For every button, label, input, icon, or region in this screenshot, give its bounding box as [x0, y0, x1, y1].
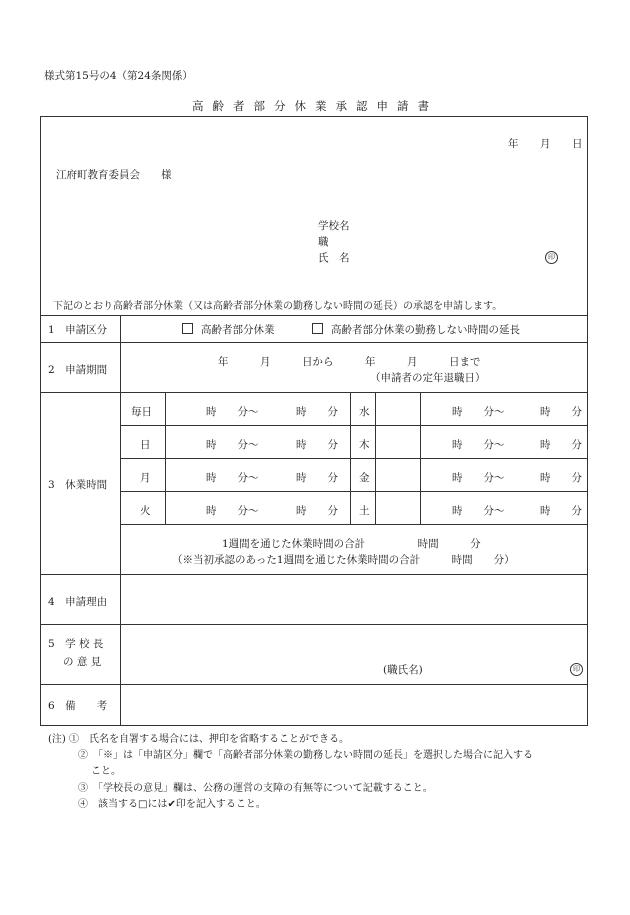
- application-period-range: 年 月 日から 年 月 日まで: [218, 356, 481, 368]
- schedule-monday-to: 時 分: [296, 472, 338, 484]
- position-label: 職: [318, 236, 329, 248]
- category-option-time-extension-text: 高齢者部分休業の勤務しない時間の延長: [331, 324, 520, 336]
- schedule-saturday-from: 時 分〜: [452, 505, 505, 517]
- principal-seal-mark: 印: [570, 662, 583, 676]
- schedule-tuesday-to: 時 分: [296, 505, 338, 517]
- schedule-day-friday: 金: [359, 472, 370, 484]
- category-option-partial-leave-text: 高齢者部分休業: [201, 324, 275, 336]
- principal-signature-label: (職氏名): [383, 664, 423, 676]
- schedule-wednesday-from: 時 分〜: [452, 406, 505, 418]
- application-intro: 下記のとおり高齢者部分休業（又は高齢者部分休業の勤務しない時間の延長）の承認を申請します。: [53, 301, 503, 312]
- schedule-sunday-from: 時 分〜: [206, 439, 259, 451]
- applicant-seal-mark: 印: [545, 250, 558, 264]
- note-1: (注) ① 氏名を自署する場合には、押印を省略することができる。: [48, 734, 349, 745]
- weekly-total-original-note: （※当初承認のあった1週間を通じた休業時間の合計 時間 分）: [172, 554, 515, 566]
- principal-opinion-label-line1: 5 学 校 長: [48, 638, 104, 650]
- category-option-time-extension[interactable]: [312, 322, 520, 337]
- remarks-label: 6 備 考: [48, 700, 108, 712]
- note-2: ② 「※」は「申請区分」欄で「高齢者部分休業の勤務しない時間の延長」を選択した場合に記入する: [78, 750, 533, 761]
- application-period-retirement-note: （申請者の定年退職日）: [370, 372, 486, 384]
- leave-hours-label: 3 休業時間: [48, 479, 108, 491]
- weekly-total-hours: 1週間を通じた休業時間の合計 時間 分: [222, 538, 481, 550]
- schedule-sunday-to: 時 分: [296, 439, 338, 451]
- schedule-day-sunday: 日: [140, 439, 151, 451]
- application-reason-label: 4 申請理由: [48, 596, 108, 608]
- date-day-label: 日: [572, 138, 583, 150]
- schedule-friday-to: 時 分: [540, 472, 582, 484]
- schedule-day-tuesday: 火: [140, 505, 151, 517]
- addressee: 江府町教育委員会 様: [56, 169, 172, 181]
- schedule-day-thursday: 木: [359, 439, 370, 451]
- schedule-thursday-to: 時 分: [540, 439, 582, 451]
- form-title: 高齢者部分休業承認申請書: [192, 99, 438, 113]
- note-4: ④ 該当する□には✔印を記入すること。: [78, 799, 266, 810]
- category-option-partial-leave[interactable]: [182, 322, 275, 337]
- schedule-friday-from: 時 分〜: [452, 472, 505, 484]
- principal-opinion-label-line2: の 意 見: [63, 656, 102, 668]
- schedule-tuesday-from: 時 分〜: [206, 505, 259, 517]
- checkbox-time-extension[interactable]: [312, 323, 323, 334]
- schedule-day-daily: 毎日: [131, 406, 152, 418]
- form-number: 様式第15号の4（第24条関係）: [44, 70, 193, 82]
- schedule-day-saturday: 土: [359, 505, 370, 517]
- schedule-thursday-from: 時 分〜: [452, 439, 505, 451]
- schedule-wednesday-to: 時 分: [540, 406, 582, 418]
- application-form-frame: [40, 116, 588, 726]
- schedule-saturday-to: 時 分: [540, 505, 582, 517]
- schedule-day-monday: 月: [140, 472, 151, 484]
- schedule-monday-from: 時 分〜: [206, 472, 259, 484]
- schedule-daily-to: 時 分: [296, 406, 338, 418]
- note-3: ③ 「学校長の意見」欄は、公務の運営の支障の有無等について記載すること。: [78, 783, 433, 794]
- schedule-daily-from: 時 分〜: [206, 406, 259, 418]
- date-year-label: 年: [508, 138, 519, 150]
- date-month-label: 月: [540, 138, 551, 150]
- note-2-continued: こと。: [91, 766, 121, 777]
- checkbox-partial-leave[interactable]: [182, 323, 193, 334]
- application-period-label: 2 申請期間: [48, 364, 108, 376]
- applicant-name-label: 氏 名: [318, 252, 350, 264]
- school-name-label: 学校名: [318, 220, 350, 232]
- application-category-label: 1 申請区分: [48, 324, 108, 336]
- schedule-day-wednesday: 水: [359, 406, 370, 418]
